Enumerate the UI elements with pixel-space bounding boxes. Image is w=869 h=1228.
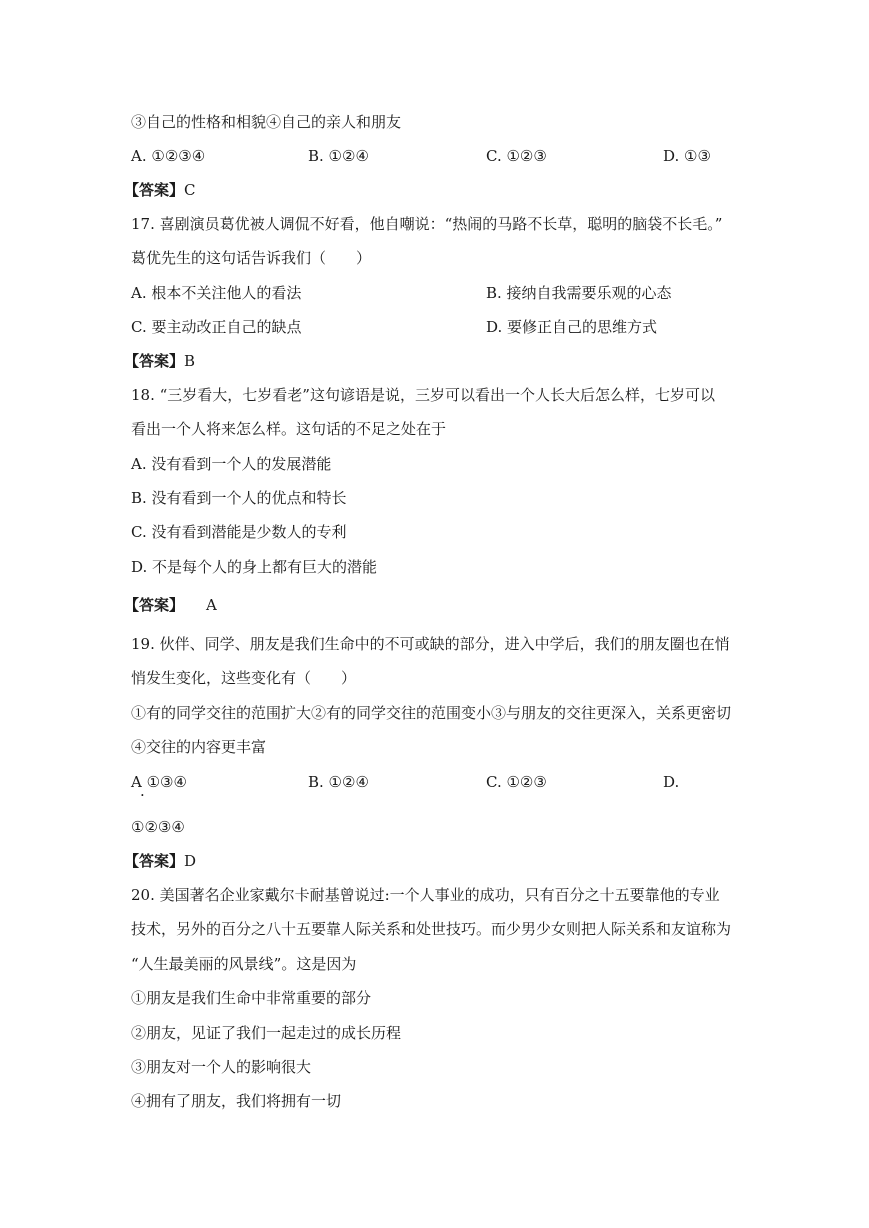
q19-stray-dot: · (140, 786, 145, 804)
q20-stem-line3: “人生最美丽的风景线”。这是因为 (131, 955, 357, 973)
q16-option-d: D. ①③ (663, 147, 711, 165)
q20-item-4: ④拥有了朋友，我们将拥有一切 (131, 1092, 342, 1110)
q20-item-2: ②朋友，见证了我们一起走过的成长历程 (131, 1024, 402, 1042)
q18-option-a: A. 没有看到一个人的发展潜能 (131, 455, 332, 473)
q17-option-c: C. 要主动改正自己的缺点 (131, 318, 302, 336)
answer-value: A (206, 596, 217, 614)
q19-option-d: D. (663, 773, 680, 791)
answer-tag: 【答案】 (124, 352, 185, 370)
q16-option-c: C. ①②③ (486, 147, 547, 165)
q17-answer (124, 351, 195, 371)
q18-stem-line2: 看出一个人将来怎么样。这句话的不足之处在于 (131, 420, 447, 438)
q16-answer (124, 180, 196, 200)
q18-option-d: D. 不是每个人的身上都有巨大的潜能 (131, 558, 378, 576)
answer-tag: 【答案】 (124, 181, 185, 199)
q20-item-3: ③朋友对一个人的影响很大 (131, 1058, 312, 1076)
q19-option-c: C. ①②③ (486, 773, 547, 791)
q19-stem-line2: 悄发生变化，这些变化有（ ） (131, 669, 357, 687)
q19-statement-line1: ①有的同学交往的范围扩大②有的同学交往的范围变小③与朋友的交往更深入，关系更密切 (131, 704, 732, 722)
q18-option-b: B. 没有看到一个人的优点和特长 (131, 489, 347, 507)
q17-stem-line1: 17. 喜剧演员葛优被人调侃不好看，他自嘲说：“热闹的马路不长草，聪明的脑袋不长毛。” (131, 215, 723, 233)
q19-stem-line1: 19. 伙伴、同学、朋友是我们生命中的不可或缺的部分，进入中学后，我们的朋友圈也在悄 (131, 635, 730, 653)
q17-stem-line2: 葛优先生的这句话告诉我们（ ） (131, 249, 372, 267)
q20-item-1: ①朋友是我们生命中非常重要的部分 (131, 989, 372, 1007)
q18-stem-line1: 18. “三岁看大，七岁看老”这句谚语是说，三岁可以看出一个人长大后怎么样，七岁可以 (131, 386, 715, 404)
q16-option-b: B. ①②④ (308, 147, 369, 165)
q16-statement-tail: ③自己的性格和相貌④自己的亲人和朋友 (131, 113, 402, 131)
q17-option-b: B. 接纳自我需要乐观的心态 (486, 284, 672, 302)
q18-option-c: C. 没有看到潜能是少数人的专利 (131, 523, 347, 541)
answer-value: C (184, 181, 196, 199)
q17-option-a: A. 根本不关注他人的看法 (131, 284, 302, 302)
answer-tag: 【答案】 (124, 852, 185, 870)
answer-tag: 【答案】 (124, 596, 185, 614)
answer-value: D (184, 852, 197, 870)
q17-option-d: D. 要修正自己的思维方式 (486, 318, 658, 336)
q16-option-a: A. ①②③④ (131, 147, 206, 165)
answer-value: B (184, 352, 196, 370)
q20-stem-line1: 20. 美国著名企业家戴尔卡耐基曾说过:一个人事业的成功，只有百分之十五要靠他的专业 (131, 886, 720, 904)
q19-answer (124, 851, 196, 871)
q19-option-b: B. ①②④ (308, 773, 369, 791)
q19-option-a: A ①③④ (131, 773, 187, 791)
q20-stem-line2: 技术，另外的百分之八十五要靠人际关系和处世技巧。而少男少女则把人际关系和友谊称为 (131, 920, 732, 938)
q19-statement-line2: ④交往的内容更丰富 (131, 738, 267, 756)
q19-option-d-wrap: ①②③④ (131, 818, 185, 836)
q18-answer (124, 595, 217, 615)
